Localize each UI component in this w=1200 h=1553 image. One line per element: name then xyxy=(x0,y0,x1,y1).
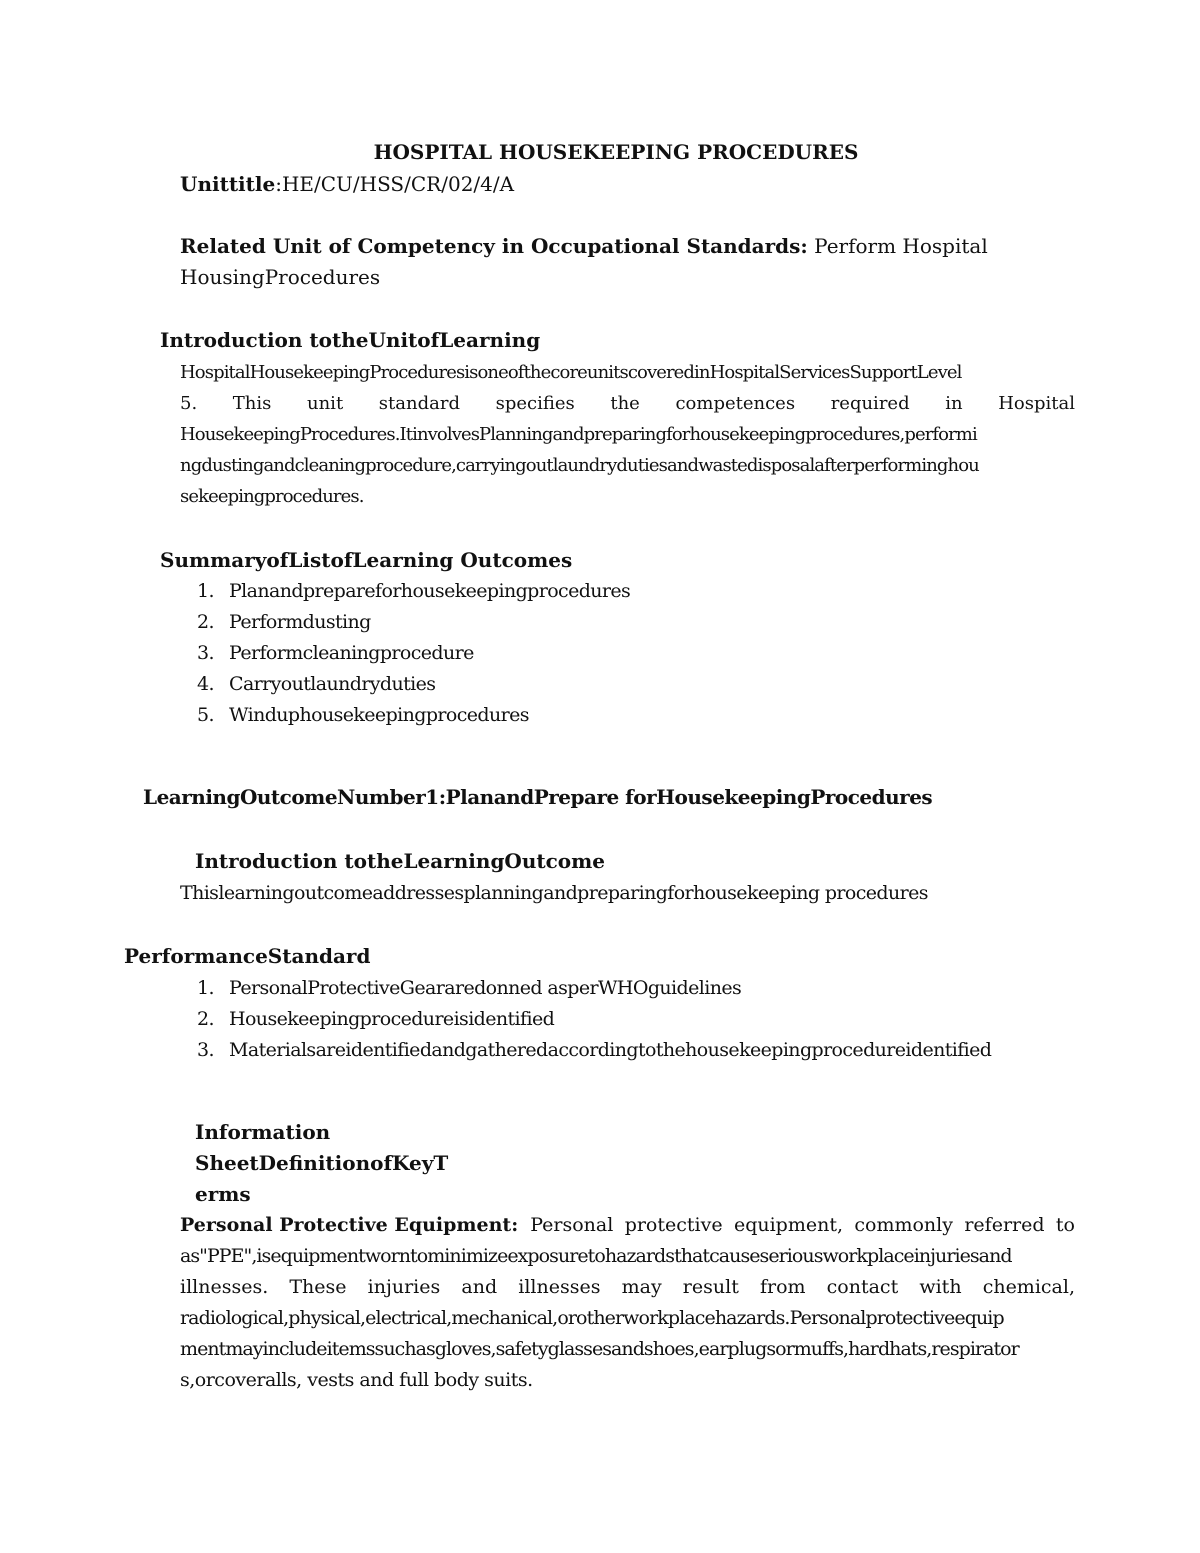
list-item: 4. Carryoutlaundryduties xyxy=(197,673,436,695)
learning-outcome-1-heading: LearningOutcomeNumber1:PlanandPrepare forHousekeepingProcedures xyxy=(143,785,933,809)
word: unit xyxy=(307,393,344,414)
word: contact xyxy=(826,1276,899,1298)
ppe-definition-line: as"PPE",isequipmentworntominimizeexposuretohazardsthatcauseseriousworkplaceinjuriesand xyxy=(180,1245,1012,1267)
word: Hospital xyxy=(998,393,1075,414)
word: from xyxy=(759,1276,806,1298)
ppe-definition-line: radiological,physical,electrical,mechanical,orotherworkplacehazards.Personalprotectiveequip xyxy=(180,1307,1004,1329)
introduction-line-justified xyxy=(180,388,1075,419)
word: competences xyxy=(675,393,796,414)
related-unit xyxy=(180,231,988,262)
word: referred xyxy=(964,1214,1045,1236)
word: This xyxy=(232,393,272,414)
introduction-heading: Introduction totheUnitofLearning xyxy=(160,328,541,352)
ppe-definition-line-justified xyxy=(180,1272,1075,1303)
unit-title xyxy=(180,169,514,200)
word: to xyxy=(1055,1214,1075,1236)
list-item: 2. Performdusting xyxy=(197,611,371,633)
learning-outcome-intro-text: Thislearningoutcomeaddressesplanningandpreparingforhousekeeping procedures xyxy=(180,882,928,904)
unit-title-label: Unittitle xyxy=(180,172,276,196)
summary-heading: SummaryofListofLearning Outcomes xyxy=(160,548,573,572)
word: result xyxy=(682,1276,739,1298)
introduction-line: HospitalHousekeepingProceduresisoneofthecoreunitscoveredinHospitalServicesSupportLevel xyxy=(180,362,962,383)
word: chemical, xyxy=(982,1276,1075,1298)
word: in xyxy=(945,393,963,414)
related-unit-value: Perform Hospital xyxy=(807,234,988,258)
word: with xyxy=(919,1276,962,1298)
word: illnesses. xyxy=(180,1276,269,1298)
word: protective xyxy=(624,1214,723,1236)
word: commonly xyxy=(854,1214,953,1236)
list-item: 3. Performcleaningprocedure xyxy=(197,642,474,664)
introduction-line: HousekeepingProcedures.ItinvolvesPlanningandpreparingforhousekeepingprocedures,performi xyxy=(180,424,977,445)
ppe-term: Personal Protective Equipment: xyxy=(180,1214,519,1236)
learning-outcome-intro-heading: Introduction totheLearningOutcome xyxy=(195,849,606,873)
related-unit-value-line2: HousingProcedures xyxy=(180,265,381,289)
list-item: 3. Materialsareidentifiedandgatheredaccordingtothehousekeepingprocedureidentified xyxy=(197,1039,992,1061)
summary-list xyxy=(197,576,630,731)
list-item: 2. Housekeepingprocedureisidentified xyxy=(197,1008,555,1030)
performance-standard-heading: PerformanceStandard xyxy=(124,944,371,968)
ppe-definition-line xyxy=(180,1210,1075,1241)
word: These xyxy=(289,1276,347,1298)
word: injuries xyxy=(367,1276,441,1298)
information-sheet-heading: Information SheetDefinitionofKeyT erms xyxy=(195,1120,449,1206)
introduction-line: ngdustingandcleaningprocedure,carryingoutlaundrydutiesandwastedisposalafterperforminghou xyxy=(180,455,979,476)
word: equipment, xyxy=(733,1214,844,1236)
word: and xyxy=(461,1276,498,1298)
word: 5. xyxy=(180,393,198,414)
ppe-line1-words xyxy=(530,1210,1075,1241)
list-item: 5. Winduphousekeepingprocedures xyxy=(197,704,529,726)
ppe-definition-paragraph xyxy=(180,1210,1075,1396)
word: the xyxy=(610,393,640,414)
performance-standard-list xyxy=(197,973,991,1066)
word: standard xyxy=(378,393,460,414)
word: may xyxy=(621,1276,662,1298)
list-item: 1. PersonalProtectiveGeararedonned asperWHOguidelines xyxy=(197,977,742,999)
word: illnesses xyxy=(518,1276,601,1298)
introduction-line: sekeepingprocedures. xyxy=(180,486,364,507)
related-unit-label: Related Unit of Competency in Occupational Standards: xyxy=(180,234,808,258)
introduction-paragraph xyxy=(180,357,1075,512)
document-title: HOSPITAL HOUSEKEEPING PROCEDURES xyxy=(373,140,859,164)
word: Personal xyxy=(530,1214,614,1236)
unit-title-value: :HE/CU/HSS/CR/02/4/A xyxy=(275,172,515,196)
list-item: 1. Planandprepareforhousekeepingprocedures xyxy=(197,580,631,602)
word: required xyxy=(830,393,910,414)
word: specifies xyxy=(495,393,575,414)
ppe-definition-line: s,orcoveralls, vests and full body suits. xyxy=(180,1369,533,1391)
ppe-definition-line: mentmayincludeitemssuchasgloves,safetyglassesandshoes,earplugsormuffs,hardhats,respirator xyxy=(180,1338,1019,1360)
